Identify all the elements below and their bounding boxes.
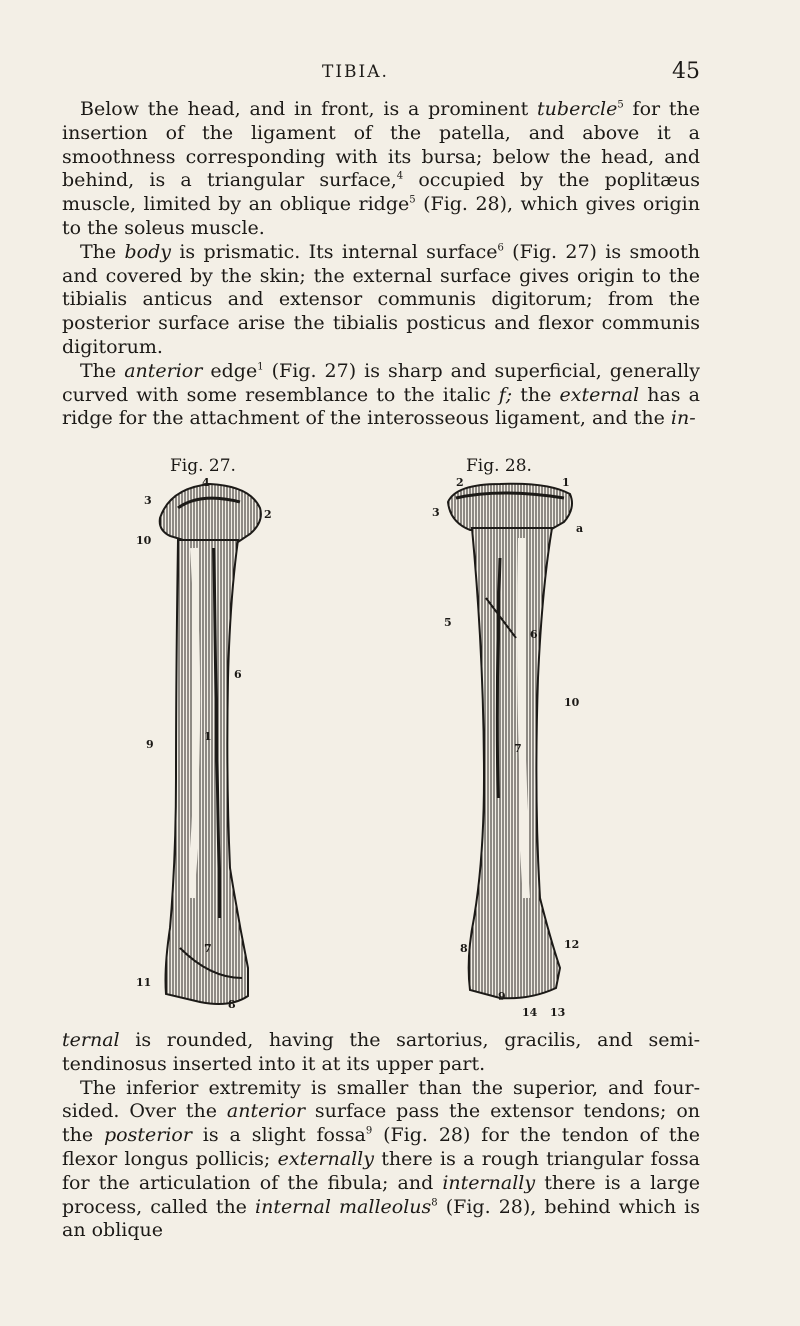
fig27-label-6: 6 [234, 668, 242, 681]
fig27-label-8: 8 [228, 998, 236, 1011]
paragraph-tubercle: Below the head, and in front, is a prominent tubercle$^5$ for the insertion of the ligament of the patella, and above it a smoothness corresponding with its bursa; below the head, and behind, is a triangular surface,$^4$ occupied by the poplitæus muscle, limited by an oblique ridge$^5$ (Fig. 28), which gives origin to the soleus muscle. [62, 98, 701, 239]
fig28-label-12: 12 [564, 938, 580, 951]
fig27-label-7: 7 [204, 942, 212, 955]
paragraph-anterior-edge: The anterior edge$^1$ (Fig. 27) is sharp and superficial, generally curved with some resemblance to the italic f; the external has a ridge for the attachment of the interosseous ligament, and the in- [62, 359, 700, 430]
fig28-head [448, 484, 572, 530]
fig28-label-a: a [576, 522, 584, 535]
paragraph-inferior-extremity: The inferior extremity is smaller than the superior, and four-sided. Over the anterior surface pass the extensor tendons; on the posterior is a slight fossa$^9$ (Fig. 28) for the tendon of the flexor longus pollicis; externally there is a rough triangular fossa for the articulation of the fibula; and internally there is a large process, called the internal malleolus$^8$ (Fig. 28), behind which is an oblique [62, 1076, 701, 1242]
fig28-shaft [469, 528, 560, 998]
fig27-label-1: 1 [204, 730, 212, 743]
fig27-label-11: 11 [136, 976, 152, 989]
fig28-label-1: 1 [562, 478, 570, 489]
fig28-label-13: 13 [550, 1006, 566, 1018]
fig27-head [160, 484, 261, 542]
paragraph-internal-edge: ternal is rounded, having the sartorius, gracilis, and semi-tendinosus inserted into it at its upper part. [62, 1029, 700, 1075]
fig28-label-8: 8 [460, 942, 468, 955]
fig28-label-10: 10 [564, 696, 580, 709]
fig27-label-3: 3 [144, 494, 152, 507]
fig27-label-2: 2 [264, 508, 272, 521]
fig27-caption: Fig. 27. [170, 456, 236, 476]
paragraph-body: The body is prismatic. Its internal surface$^6$ (Fig. 27) is smooth and covered by the skin; the external surface gives origin to the tibialis anticus and extensor communis digitorum; from the posterior surface arise the tibialis posticus and flexor communis digitorum. [62, 240, 700, 358]
fig28-label-5: 5 [444, 616, 452, 629]
fig27-shaft [166, 540, 249, 1004]
fig28-label-14: 14 [522, 1006, 538, 1018]
body-text-bottom [62, 1029, 700, 1243]
body-text-top [62, 98, 700, 431]
fig28-label-7: 7 [514, 742, 522, 755]
fig28-caption: Fig. 28. [466, 456, 532, 476]
running-head [0, 59, 800, 86]
fig27-label-9: 9 [146, 738, 154, 751]
fig27-tibia-illustration [130, 478, 290, 1018]
fig28-label-2: 2 [456, 478, 464, 489]
fig28-label-6: 6 [530, 628, 538, 641]
fig28-label-9: 9 [498, 990, 506, 1003]
fig28-tibia-illustration [430, 478, 590, 1018]
fig27-label-10: 10 [136, 534, 152, 547]
fig28-label-3: 3 [432, 506, 440, 519]
running-title: TIBIA. [322, 62, 389, 82]
fig27-label-4: 4 [202, 478, 210, 489]
page-number: 45 [672, 59, 700, 84]
